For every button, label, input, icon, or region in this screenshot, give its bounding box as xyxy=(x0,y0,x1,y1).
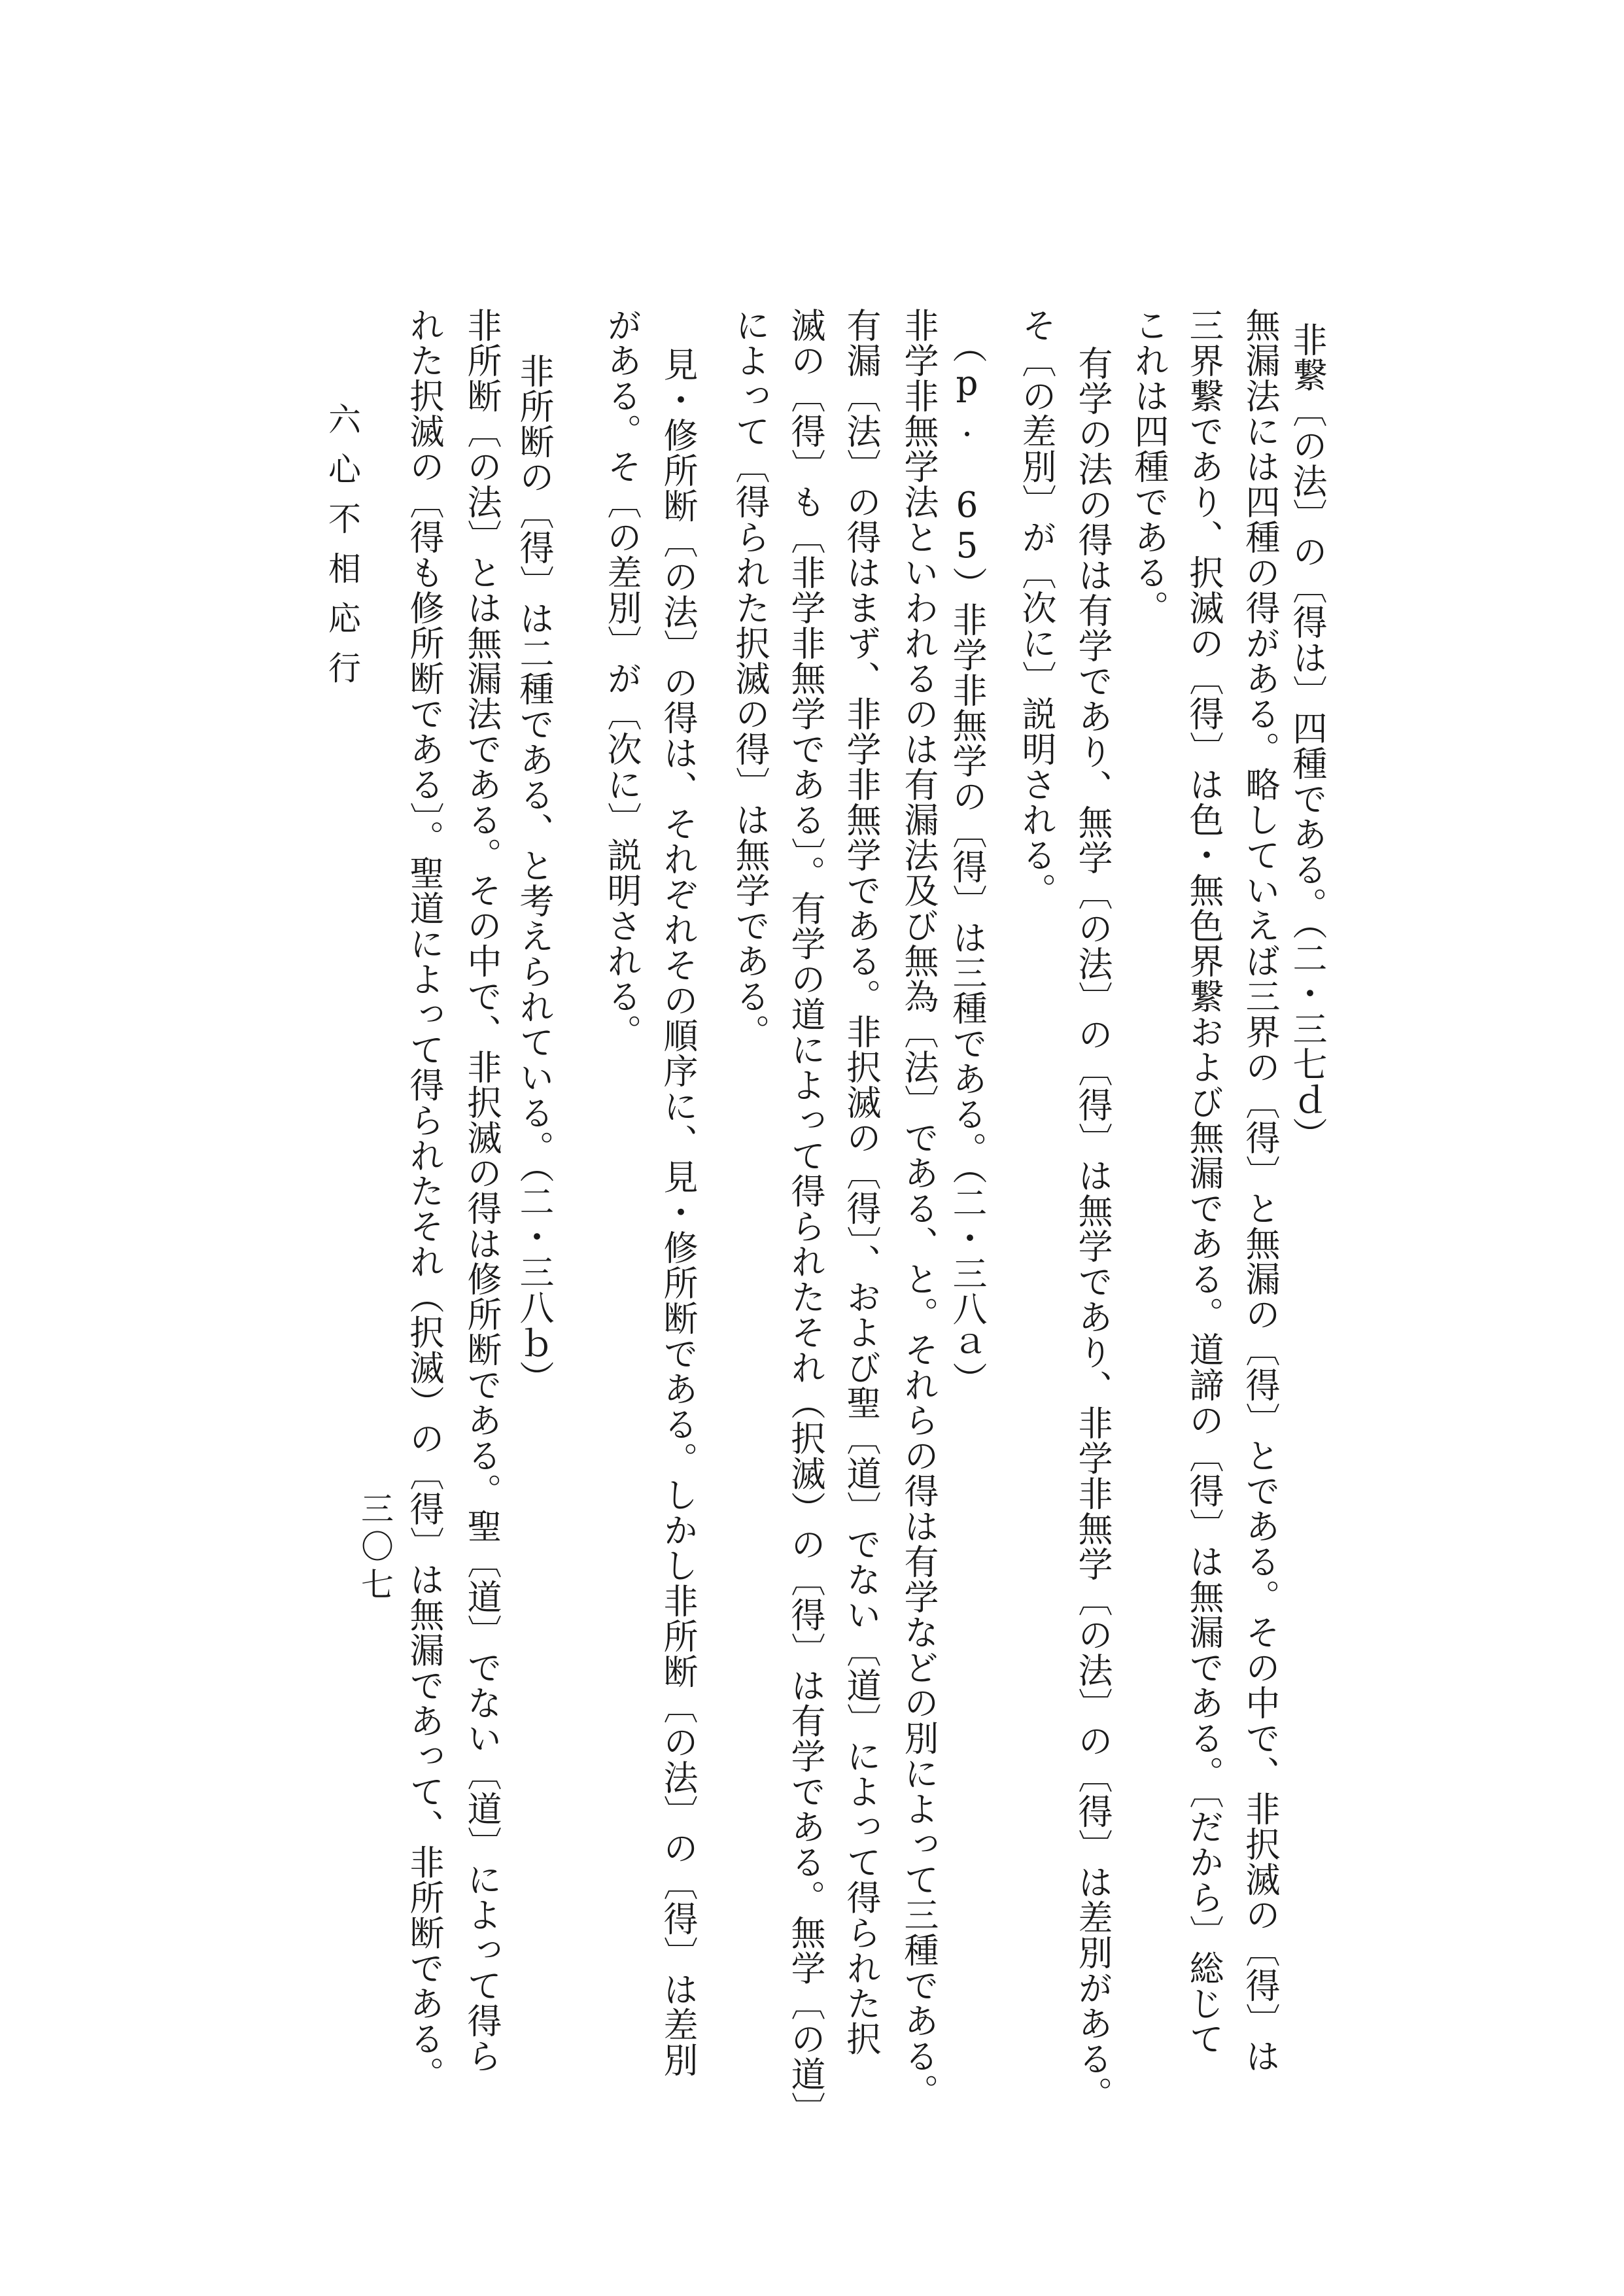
text-line: 非学非無学法といわれるのは有漏法及び無為〔法〕である、と。それらの得は有学などの別によって三種である。 xyxy=(899,307,939,2109)
text-line: がある。そ〔の差別〕が〔次に〕説明される。 xyxy=(602,307,642,1049)
text-line: これは四種である。 xyxy=(1129,307,1169,625)
text-line: 滅の〔得〕も〔非学非無学である〕。有学の道によって得られたそれ（択滅）の〔得〕は有学である。無学〔の道〕 xyxy=(786,307,825,2127)
text-line: 無漏法には四種の得がある。略していえば三界の〔得〕と無漏の〔得〕とである。その中で、非択滅の〔得〕は xyxy=(1240,307,1280,2074)
text-line: そ〔の差別〕が〔次に〕説明される。 xyxy=(1016,307,1056,908)
text-line: 有漏〔法〕の得はまず、非学非無学である。非択滅の〔得〕、および聖〔道〕でない〔道〕によって得られた択 xyxy=(841,307,881,2057)
verse-heading: 非繋〔の法〕の〔得は〕四種である。（二・三七ｄ） xyxy=(1287,322,1327,1153)
page-number: 三〇七 xyxy=(356,1491,394,1605)
text-line: 有学の法の得は有学であり、無学〔の法〕の〔得〕は無学であり、非学非無学〔の法〕の〔得〕は差別がある。 xyxy=(1073,345,1113,2112)
text-line: によって〔得られた択滅の得〕は無学である。 xyxy=(730,307,770,1049)
text-line: 見・修所断〔の法〕の得は、それぞれその順序に、見・修所断である。しかし非所断〔の法〕の〔得〕は差別 xyxy=(658,347,698,2078)
text-line: 非所断〔の法〕とは無漏法である。その中で、非択滅の得は修所断である。聖〔道〕でない〔道〕によって得ら xyxy=(462,307,502,2074)
verse-heading: （p. 65）非学非無学の〔得〕は三種である。（二・三八ａ） xyxy=(947,328,987,1397)
text-line: れた択滅の〔得も修所断である〕。聖道によって得られたそれ（択滅）の〔得〕は無漏であって、非所断である。 xyxy=(404,307,444,2092)
text-line: 三界繋であり、択滅の〔得〕は色・無色界繋および無漏である。道諦の〔得〕は無漏である。〔だから〕総じて xyxy=(1184,307,1224,2057)
running-title: 六心不相応行 xyxy=(323,402,361,701)
verse-heading: 非所断の〔得〕は二種である、と考えられている。（二・三八ｂ） xyxy=(514,353,554,1396)
